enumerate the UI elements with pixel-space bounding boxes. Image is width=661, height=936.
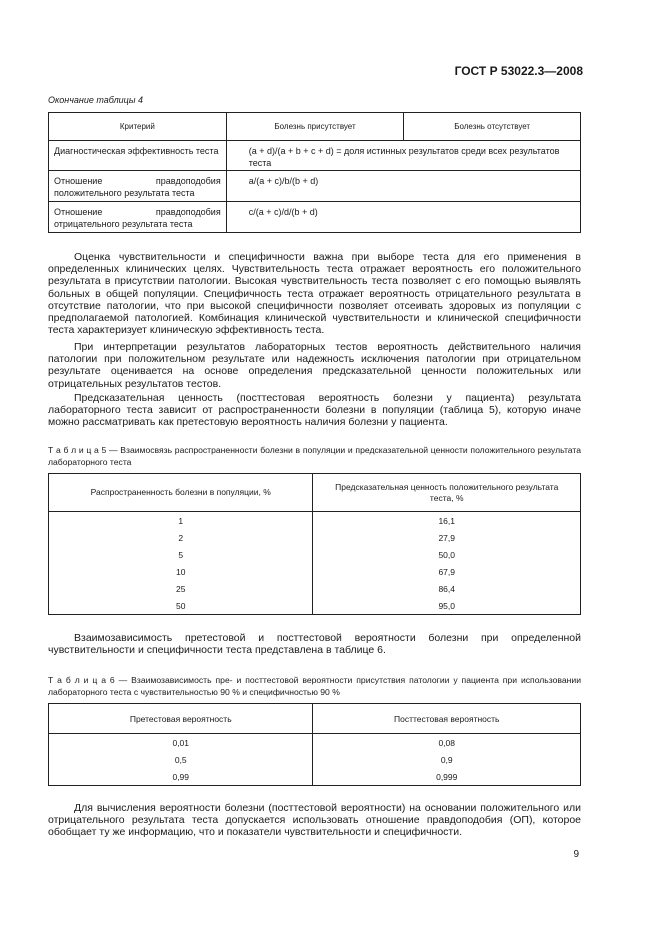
table-cell: 0,5: [49, 751, 313, 768]
table-cell: 0,999: [313, 768, 581, 786]
table5-title: — Взаимосвязь распространенности болезни в популяции и предсказательной ценности положительного результата лабораторного теста: [48, 445, 581, 467]
formula-cell: a/(a + c)/b/(b + d): [226, 171, 580, 202]
column-header: Болезнь присутствует: [226, 113, 404, 141]
table6-caption: [48, 674, 581, 698]
paragraph-text: Предсказательная ценность (посттестовая вероятность болезни у пациента) результата лабораторного теста зависит от распространенности болезни в популяции (таблица 5), которую иначе можно рассматривать как претестовую вероятность наличия болезни у пациента.: [48, 392, 581, 429]
table-row: [49, 171, 581, 202]
table-cell: 2: [49, 529, 313, 546]
table5-caption: [48, 444, 581, 468]
column-header: Претестовая вероятность: [49, 704, 313, 734]
paragraph-text: Взаимозависимость претестовой и посттестовой вероятности болезни при определенной чувствительности и специфичности теста представлена в таблице 6.: [48, 632, 581, 657]
table5-label: Т а б л и ц а 5: [48, 445, 107, 455]
table-cell: 0,01: [49, 734, 313, 752]
paragraph-text: При интерпретации результатов лабораторных тестов вероятность действительного наличия патологии при положительном результате или надежность исключения патологии при отрицательном результате оценивается на основе определения предсказательной ценности положительных или отрицательных результатов тестов.: [48, 341, 581, 390]
table-cell: 86,4: [313, 580, 581, 597]
table6-label: Т а б л и ц а 6: [48, 675, 115, 685]
table-header-row: [49, 704, 581, 734]
table-cell: 1: [49, 512, 313, 530]
table-row: [49, 512, 581, 530]
paragraph: [48, 392, 581, 429]
column-header: Критерий: [49, 113, 227, 141]
table-5: [48, 473, 581, 615]
table-row: [49, 580, 581, 597]
criterion-cell: Диагностическая эффективность теста: [49, 141, 227, 171]
table-cell: 27,9: [313, 529, 581, 546]
table-cell: 50: [49, 597, 313, 615]
table-cell: 67,9: [313, 563, 581, 580]
table-cell: 0,08: [313, 734, 581, 752]
page-number: 9: [573, 849, 579, 860]
table-row: [49, 751, 581, 768]
table-cell: 0,99: [49, 768, 313, 786]
table-row: [49, 734, 581, 752]
table-cell: 10: [49, 563, 313, 580]
paragraph: [48, 802, 581, 839]
table-cell: 16,1: [313, 512, 581, 530]
paragraph: [48, 251, 581, 336]
criterion-cell: Отношение правдоподобия положительного результата теста: [49, 171, 227, 202]
table-row: [49, 202, 581, 233]
formula-cell: (a + d)/(a + b + c + d) = доля истинных результатов среди всех результатов теста: [226, 141, 580, 171]
formula-cell: c/(a + c)/d/(b + d): [226, 202, 580, 233]
table-cell: 95,0: [313, 597, 581, 615]
paragraph: [48, 341, 581, 390]
document-code: ГОСТ Р 53022.3—2008: [454, 64, 583, 78]
table-4: [48, 112, 581, 233]
paragraph-text: Для вычисления вероятности болезни (посттестовой вероятности) на основании положительного или отрицательного результата теста допускается использовать отношение правдоподобия (ОП), которое обобщает ту же информацию, что и показатели чувствительности и специфичности.: [48, 802, 581, 839]
paragraph-text: Оценка чувствительности и специфичности важна при выборе теста для его применения в определенных клинических целях. Чувствительность теста отражает вероятность его положительного результата в присутствии патологии. Высокая чувствительность теста позволяет с его помощью выявлять больных в общей популяции. Специфичность теста отражает вероятность отрицательного результата в отсутствие патологии, что при высокой специфичности позволяет отсеивать здоровых из популяции с предполагаемой патологией. Комбинация клинической чувствительности и клинической специфичности теста характеризует клиническую эффективность теста.: [48, 251, 581, 337]
table-6: [48, 703, 581, 786]
table-row: [49, 546, 581, 563]
table-header-row: [49, 113, 581, 141]
column-header: Посттестовая вероятность: [313, 704, 581, 734]
table-cell: 0,9: [313, 751, 581, 768]
table-cell: 50,0: [313, 546, 581, 563]
table-row: [49, 563, 581, 580]
table-cell: 25: [49, 580, 313, 597]
table-header-row: [49, 474, 581, 512]
column-header: Распространенность болезни в популяции, %: [49, 474, 313, 512]
table-cell: 5: [49, 546, 313, 563]
table6-title: — Взаимозависимость пре- и посттестовой вероятности присутствия патологии у пациента при использовании лабораторного теста с чувствительностью 90 % и специфичностью 90 %: [48, 675, 581, 697]
column-header: Предсказательная ценность положительного результата теста, %: [313, 474, 581, 512]
table-row: [49, 141, 581, 171]
paragraph: [48, 632, 581, 656]
criterion-cell: Отношение правдоподобия отрицательного результата теста: [49, 202, 227, 233]
table-row: [49, 768, 581, 786]
column-header: Болезнь отсутствует: [404, 113, 581, 141]
table-row: [49, 597, 581, 615]
table-row: [49, 529, 581, 546]
table4-continuation-caption: Окончание таблицы 4: [48, 95, 143, 105]
